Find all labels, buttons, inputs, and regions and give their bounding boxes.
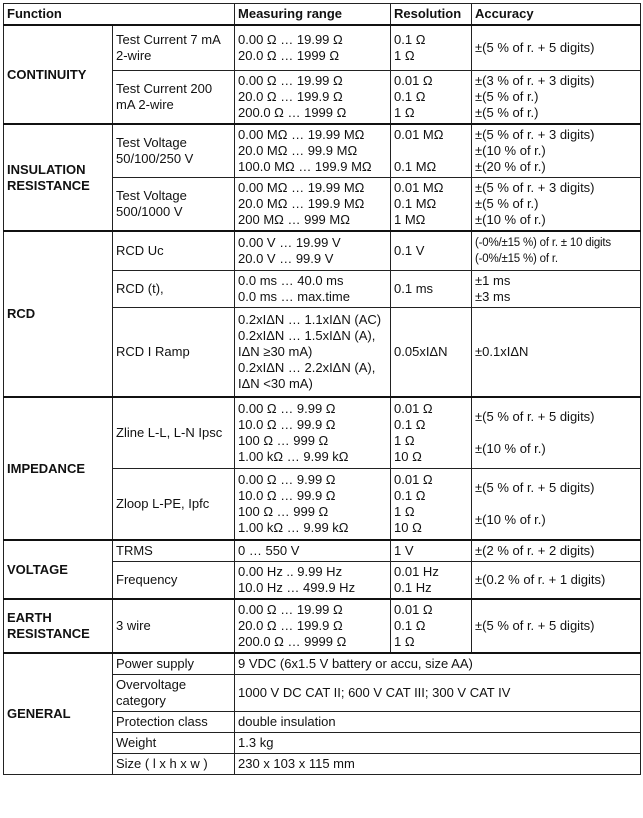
general-key: Power supply bbox=[113, 653, 235, 675]
resolution-line: 0.1 Ω bbox=[394, 89, 426, 104]
range-line: 100 Ω … 999 Ω bbox=[238, 433, 329, 448]
specifications-table bbox=[3, 3, 641, 775]
accuracy-line: ±(5 % of r.) bbox=[475, 196, 539, 211]
range-cell bbox=[235, 397, 391, 469]
resolution-cell bbox=[391, 25, 472, 71]
table-row bbox=[4, 540, 641, 562]
accuracy-line: ±1 ms bbox=[475, 273, 511, 288]
accuracy-cell bbox=[472, 25, 641, 71]
resolution-line: 1 Ω bbox=[394, 105, 415, 120]
resolution-line: 0.01 MΩ bbox=[394, 127, 444, 142]
group-label-line: INSULATION bbox=[7, 161, 86, 177]
resolution-line: 1 Ω bbox=[394, 433, 415, 448]
range-cell bbox=[235, 25, 391, 71]
accuracy-line: ±(10 % of r.) bbox=[475, 212, 546, 227]
range-line: 0.2xIΔN … 2.2xIΔN (A), bbox=[238, 360, 376, 375]
resolution-line: 1 MΩ bbox=[394, 212, 426, 227]
accuracy-cell bbox=[472, 271, 641, 308]
range-line: 20.0 MΩ … 99.9 MΩ bbox=[238, 143, 358, 158]
range-line: 200.0 Ω … 1999 Ω bbox=[238, 105, 347, 120]
sub-function: Frequency bbox=[113, 562, 235, 600]
accuracy-line: (-0%/±15 %) of r. bbox=[475, 253, 558, 265]
range-line: 0.00 Ω … 19.99 Ω bbox=[238, 73, 343, 88]
range-line: 10.0 Hz … 499.9 Hz bbox=[238, 580, 356, 595]
range-line: 0.0 ms … 40.0 ms bbox=[238, 273, 344, 288]
resolution-line: 0.01 Ω bbox=[394, 602, 433, 617]
range-cell bbox=[235, 562, 391, 600]
range-cell bbox=[235, 178, 391, 232]
range-cell bbox=[235, 231, 391, 271]
resolution-line: 10 Ω bbox=[394, 449, 422, 464]
sub-function: RCD I Ramp bbox=[113, 308, 235, 398]
accuracy-line: ±(5 % of r. + 3 digits) bbox=[475, 127, 595, 142]
accuracy-cell bbox=[472, 599, 641, 653]
table-row bbox=[4, 231, 641, 271]
general-value: 230 x 103 x 115 mm bbox=[235, 754, 641, 775]
resolution-line: 1 Ω bbox=[394, 48, 415, 63]
general-value: 1000 V DC CAT II; 600 V CAT III; 300 V CAT IV bbox=[235, 675, 641, 712]
range-line: 0.00 Hz .. 9.99 Hz bbox=[238, 564, 343, 579]
resolution-line: 0.01 Ω bbox=[394, 73, 433, 88]
header-resolution: Resolution bbox=[391, 4, 472, 26]
group-label-general: GENERAL bbox=[4, 653, 113, 775]
accuracy-cell bbox=[472, 178, 641, 232]
general-value: double insulation bbox=[235, 712, 641, 733]
accuracy-line: ±0.1xIΔN bbox=[475, 344, 529, 359]
range-cell bbox=[235, 271, 391, 308]
header-row bbox=[4, 4, 641, 26]
accuracy-cell bbox=[472, 71, 641, 125]
accuracy-line: ±(2 % of r. + 2 digits) bbox=[475, 543, 595, 558]
header-range: Measuring range bbox=[235, 4, 391, 26]
range-line: 20.0 Ω … 199.9 Ω bbox=[238, 618, 343, 633]
resolution-line: 0.1 Hz bbox=[394, 580, 432, 595]
sub-function: TRMS bbox=[113, 540, 235, 562]
group-label-line: EARTH bbox=[7, 610, 52, 625]
resolution-line: 0.1 V bbox=[394, 243, 425, 258]
accuracy-line: ±(5 % of r. + 3 digits) bbox=[475, 180, 595, 195]
resolution-cell bbox=[391, 562, 472, 600]
range-line: IΔN <30 mA) bbox=[238, 376, 313, 391]
resolution-line: 1 Ω bbox=[394, 504, 415, 519]
table-row bbox=[4, 653, 641, 675]
resolution-line: 0.1 Ω bbox=[394, 417, 426, 432]
resolution-line: 0.01 Ω bbox=[394, 401, 433, 416]
range-line: 0.00 Ω … 19.99 Ω bbox=[238, 32, 343, 47]
resolution-line: 10 Ω bbox=[394, 520, 422, 535]
group-label-earth bbox=[4, 599, 113, 653]
accuracy-line: ±(5 % of r. + 5 digits) bbox=[475, 409, 595, 424]
resolution-line bbox=[394, 143, 468, 159]
accuracy-line: ±(5 % of r.) bbox=[475, 105, 539, 120]
range-line: 0.00 MΩ … 19.99 MΩ bbox=[238, 180, 365, 195]
range-line: 0.00 Ω … 9.99 Ω bbox=[238, 472, 336, 487]
table-row bbox=[4, 599, 641, 653]
range-line: 100.0 MΩ … 199.9 MΩ bbox=[238, 159, 372, 174]
range-line: 0.00 V … 19.99 V bbox=[238, 235, 341, 250]
range-line: 200.0 Ω … 9999 Ω bbox=[238, 634, 347, 649]
range-line: 1.00 kΩ … 9.99 kΩ bbox=[238, 449, 349, 464]
group-label-voltage: VOLTAGE bbox=[4, 540, 113, 599]
accuracy-cell bbox=[472, 469, 641, 541]
resolution-line: 1 Ω bbox=[394, 634, 415, 649]
resolution-line: 0.1 Ω bbox=[394, 32, 426, 47]
range-line: IΔN ≥30 mA) bbox=[238, 344, 313, 359]
table-row bbox=[4, 25, 641, 71]
resolution-line: 0.01 MΩ bbox=[394, 180, 444, 195]
range-line: 20.0 Ω … 1999 Ω bbox=[238, 48, 340, 63]
group-label-line: RESISTANCE bbox=[7, 177, 90, 193]
range-line: 20.0 Ω … 199.9 Ω bbox=[238, 89, 343, 104]
accuracy-line: ±(3 % of r. + 3 digits) bbox=[475, 73, 595, 88]
range-line: 20.0 MΩ … 199.9 MΩ bbox=[238, 196, 365, 211]
resolution-cell bbox=[391, 469, 472, 541]
sub-function: Test Voltage 50/100/250 V bbox=[113, 124, 235, 178]
range-line: 0.2xIΔN … 1.5xIΔN (A), bbox=[238, 328, 376, 343]
resolution-cell bbox=[391, 231, 472, 271]
accuracy-line: ±(10 % of r.) bbox=[475, 143, 546, 158]
general-key: Overvoltage category bbox=[113, 675, 235, 712]
group-label-impedance: IMPEDANCE bbox=[4, 397, 113, 540]
accuracy-line: ±(5 % of r.) bbox=[475, 89, 539, 104]
resolution-line: 0.1 MΩ bbox=[394, 196, 437, 211]
resolution-cell bbox=[391, 178, 472, 232]
sub-function: Test Current 7 mA 2-wire bbox=[113, 25, 235, 71]
accuracy-line: (-0%/±15 %) of r. ± 10 digits bbox=[475, 237, 611, 249]
range-cell bbox=[235, 469, 391, 541]
accuracy-cell bbox=[472, 397, 641, 469]
resolution-line: 0.01 Hz bbox=[394, 564, 439, 579]
range-line: 1.00 kΩ … 9.99 kΩ bbox=[238, 520, 349, 535]
general-value: 9 VDC (6x1.5 V battery or accu, size AA) bbox=[235, 653, 641, 675]
general-key: Protection class bbox=[113, 712, 235, 733]
resolution-line: 0.1 Ω bbox=[394, 488, 426, 503]
range-line: 200 MΩ … 999 MΩ bbox=[238, 212, 350, 227]
resolution-cell bbox=[391, 308, 472, 398]
resolution-line: 0.1 Ω bbox=[394, 618, 426, 633]
accuracy-line: ±(20 % of r.) bbox=[475, 159, 546, 174]
sub-function: 3 wire bbox=[113, 599, 235, 653]
group-label-insulation bbox=[4, 124, 113, 231]
range-line: 0.00 Ω … 9.99 Ω bbox=[238, 401, 336, 416]
range-cell bbox=[235, 124, 391, 178]
resolution-cell bbox=[391, 540, 472, 562]
general-key: Size ( l x h x w ) bbox=[113, 754, 235, 775]
range-line: 100 Ω … 999 Ω bbox=[238, 504, 329, 519]
range-line: 0.00 MΩ … 19.99 MΩ bbox=[238, 127, 365, 142]
range-line: 10.0 Ω … 99.9 Ω bbox=[238, 488, 336, 503]
resolution-cell bbox=[391, 71, 472, 125]
range-line: 0 … 550 V bbox=[238, 543, 300, 558]
range-line: 0.0 ms … max.time bbox=[238, 289, 350, 304]
accuracy-line: ±(5 % of r. + 5 digits) bbox=[475, 40, 595, 55]
accuracy-line: ±(5 % of r. + 5 digits) bbox=[475, 480, 595, 495]
range-line: 10.0 Ω … 99.9 Ω bbox=[238, 417, 336, 432]
resolution-line: 0.1 ms bbox=[394, 281, 434, 296]
accuracy-cell bbox=[472, 540, 641, 562]
accuracy-cell bbox=[472, 562, 641, 600]
general-value: 1.3 kg bbox=[235, 733, 641, 754]
resolution-cell bbox=[391, 271, 472, 308]
resolution-cell bbox=[391, 124, 472, 178]
sub-function: Test Voltage 500/1000 V bbox=[113, 178, 235, 232]
header-function: Function bbox=[4, 4, 235, 26]
accuracy-cell bbox=[472, 231, 641, 271]
group-label-rcd: RCD bbox=[4, 231, 113, 397]
accuracy-line: ±(0.2 % of r. + 1 digits) bbox=[475, 572, 606, 587]
resolution-line: 0.05xIΔN bbox=[394, 344, 448, 359]
sub-function: RCD Uc bbox=[113, 231, 235, 271]
sub-function: Test Current 200 mA 2-wire bbox=[113, 71, 235, 125]
range-cell bbox=[235, 599, 391, 653]
resolution-line: 1 V bbox=[394, 543, 414, 558]
accuracy-line: ±(10 % of r.) bbox=[475, 512, 546, 527]
table-row bbox=[4, 124, 641, 178]
sub-function: RCD (t), bbox=[113, 271, 235, 308]
range-line: 0.00 Ω … 19.99 Ω bbox=[238, 602, 343, 617]
accuracy-cell bbox=[472, 308, 641, 398]
resolution-cell bbox=[391, 599, 472, 653]
accuracy-cell bbox=[472, 124, 641, 178]
resolution-cell bbox=[391, 397, 472, 469]
range-cell bbox=[235, 71, 391, 125]
sub-function: Zloop L-PE, Ipfc bbox=[113, 469, 235, 541]
range-line: 20.0 V … 99.9 V bbox=[238, 251, 334, 266]
resolution-line: 0.01 Ω bbox=[394, 472, 433, 487]
group-label-continuity: CONTINUITY bbox=[4, 25, 113, 124]
range-line: 0.2xIΔN … 1.1xIΔN (AC) bbox=[238, 312, 382, 327]
resolution-line: 0.1 MΩ bbox=[394, 159, 437, 174]
sub-function: Zline L-L, L-N Ipsc bbox=[113, 397, 235, 469]
general-key: Weight bbox=[113, 733, 235, 754]
range-cell bbox=[235, 308, 391, 398]
header-accuracy: Accuracy bbox=[472, 4, 641, 26]
group-label-line: RESISTANCE bbox=[7, 626, 90, 641]
spec-table-wrapper bbox=[3, 3, 640, 775]
accuracy-line: ±(5 % of r. + 5 digits) bbox=[475, 618, 595, 633]
range-cell bbox=[235, 540, 391, 562]
table-row bbox=[4, 397, 641, 469]
accuracy-line: ±(10 % of r.) bbox=[475, 441, 546, 456]
accuracy-line: ±3 ms bbox=[475, 289, 511, 304]
